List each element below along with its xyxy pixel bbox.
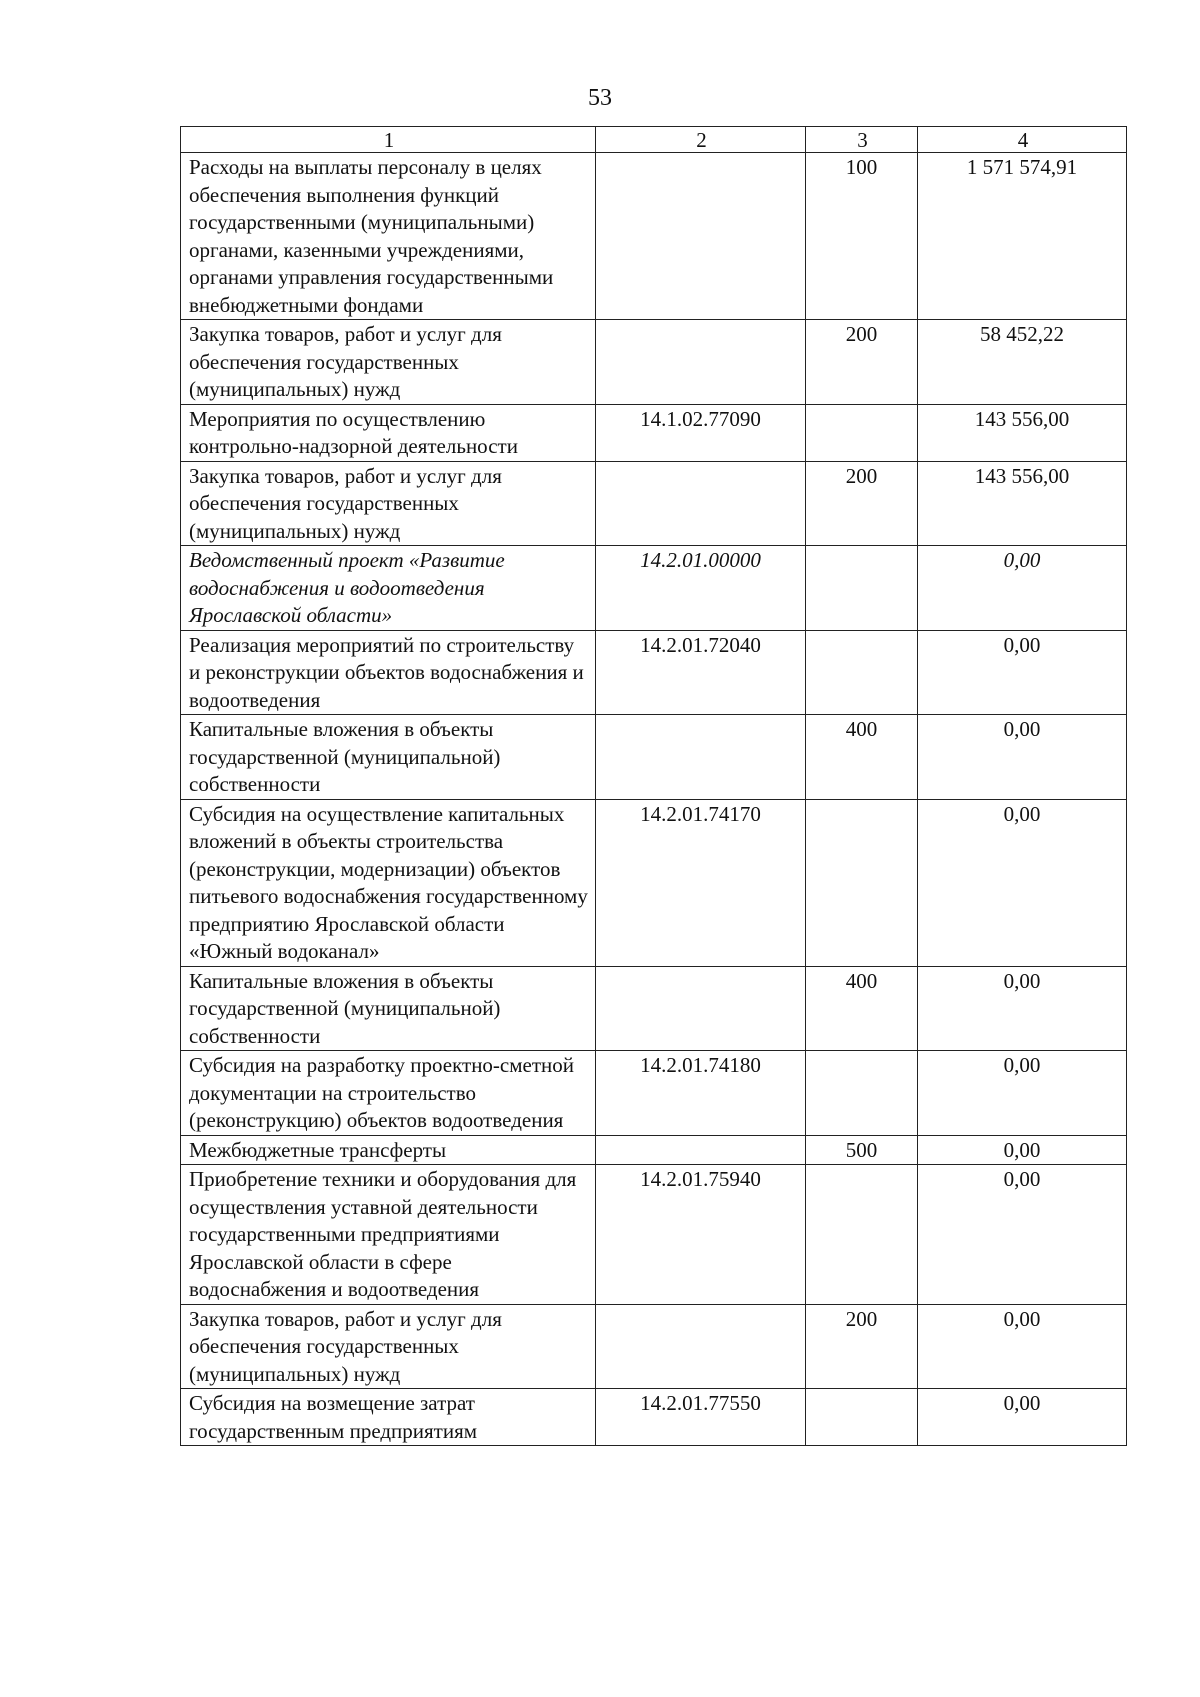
row-name-cell: Ведомственный проект «Развитие водоснабжения и водоотведения Ярославской области» xyxy=(181,546,596,631)
row-name-cell: Приобретение техники и оборудования для осуществления уставной деятельности государственными предприятиями Ярославской области в сфере водоснабжения и водоотведения xyxy=(181,1165,596,1305)
row-amount-cell: 0,00 xyxy=(918,1304,1127,1389)
table-row xyxy=(181,1165,1127,1305)
row-name-cell: Расходы на выплаты персоналу в целях обеспечения выполнения функций государственными (муниципальными) органами, казенными учреждениями, органами управления государственными внебюджетными фондами xyxy=(181,153,596,320)
table-header xyxy=(181,127,1127,153)
row-kind-cell xyxy=(806,1389,918,1446)
table-row xyxy=(181,630,1127,715)
table-row xyxy=(181,799,1127,966)
row-name-cell: Капитальные вложения в объекты государственной (муниципальной) собственности xyxy=(181,966,596,1051)
row-name-cell: Мероприятия по осуществлению контрольно-надзорной деятельности xyxy=(181,404,596,461)
row-kind-cell xyxy=(806,630,918,715)
table-row xyxy=(181,320,1127,405)
row-amount-cell: 0,00 xyxy=(918,715,1127,800)
row-amount-cell: 0,00 xyxy=(918,799,1127,966)
row-amount-cell: 0,00 xyxy=(918,1165,1127,1305)
row-code-cell xyxy=(596,153,806,320)
row-amount-cell: 0,00 xyxy=(918,1389,1127,1446)
row-code-cell: 14.2.01.77550 xyxy=(596,1389,806,1446)
page-number: 53 xyxy=(588,85,612,111)
row-name-cell: Закупка товаров, работ и услуг для обеспечения государственных (муниципальных) нужд xyxy=(181,1304,596,1389)
row-code-cell: 14.2.01.74180 xyxy=(596,1051,806,1136)
row-name-cell: Закупка товаров, работ и услуг для обеспечения государственных (муниципальных) нужд xyxy=(181,461,596,546)
row-kind-cell: 400 xyxy=(806,966,918,1051)
row-kind-cell xyxy=(806,1051,918,1136)
budget-table xyxy=(180,126,1127,1446)
row-kind-cell: 400 xyxy=(806,715,918,800)
row-code-cell xyxy=(596,715,806,800)
column-header: 3 xyxy=(806,127,918,153)
column-header: 1 xyxy=(181,127,596,153)
row-code-cell xyxy=(596,966,806,1051)
row-kind-cell: 200 xyxy=(806,320,918,405)
row-name-cell: Закупка товаров, работ и услуг для обеспечения государственных (муниципальных) нужд xyxy=(181,320,596,405)
table-row xyxy=(181,461,1127,546)
row-code-cell xyxy=(596,1135,806,1165)
table-row xyxy=(181,546,1127,631)
row-name-cell: Субсидия на возмещение затрат государственным предприятиям xyxy=(181,1389,596,1446)
row-code-cell xyxy=(596,461,806,546)
row-code-cell xyxy=(596,320,806,405)
row-code-cell xyxy=(596,1304,806,1389)
row-kind-cell: 500 xyxy=(806,1135,918,1165)
row-code-cell: 14.2.01.74170 xyxy=(596,799,806,966)
table-row xyxy=(181,1304,1127,1389)
row-kind-cell: 200 xyxy=(806,461,918,546)
row-amount-cell: 0,00 xyxy=(918,630,1127,715)
row-kind-cell: 200 xyxy=(806,1304,918,1389)
row-name-cell: Капитальные вложения в объекты государственной (муниципальной) собственности xyxy=(181,715,596,800)
row-amount-cell: 58 452,22 xyxy=(918,320,1127,405)
column-header: 4 xyxy=(918,127,1127,153)
row-code-cell: 14.2.01.00000 xyxy=(596,546,806,631)
row-code-cell: 14.2.01.75940 xyxy=(596,1165,806,1305)
row-kind-cell xyxy=(806,546,918,631)
table-row xyxy=(181,715,1127,800)
row-amount-cell: 0,00 xyxy=(918,966,1127,1051)
table-row xyxy=(181,966,1127,1051)
table-row xyxy=(181,1135,1127,1165)
table-row xyxy=(181,1051,1127,1136)
row-amount-cell: 1 571 574,91 xyxy=(918,153,1127,320)
header-row xyxy=(181,127,1127,153)
table-body xyxy=(181,153,1127,1446)
row-name-cell: Межбюджетные трансферты xyxy=(181,1135,596,1165)
row-amount-cell: 0,00 xyxy=(918,1135,1127,1165)
row-kind-cell xyxy=(806,1165,918,1305)
row-kind-cell: 100 xyxy=(806,153,918,320)
row-name-cell: Субсидия на разработку проектно-сметной документации на строительство (реконструкцию) объектов водоотведения xyxy=(181,1051,596,1136)
column-header: 2 xyxy=(596,127,806,153)
row-amount-cell: 143 556,00 xyxy=(918,404,1127,461)
row-name-cell: Субсидия на осуществление капитальных вложений в объекты строительства (реконструкции, модернизации) объектов питьевого водоснабжения государственному предприятию Ярославской области «Южный водоканал» xyxy=(181,799,596,966)
row-kind-cell xyxy=(806,404,918,461)
row-amount-cell: 0,00 xyxy=(918,546,1127,631)
table-row xyxy=(181,153,1127,320)
table-row xyxy=(181,1389,1127,1446)
row-name-cell: Реализация мероприятий по строительству и реконструкции объектов водоснабжения и водоотведения xyxy=(181,630,596,715)
table-row xyxy=(181,404,1127,461)
row-code-cell: 14.1.02.77090 xyxy=(596,404,806,461)
row-amount-cell: 143 556,00 xyxy=(918,461,1127,546)
row-kind-cell xyxy=(806,799,918,966)
row-code-cell: 14.2.01.72040 xyxy=(596,630,806,715)
row-amount-cell: 0,00 xyxy=(918,1051,1127,1136)
